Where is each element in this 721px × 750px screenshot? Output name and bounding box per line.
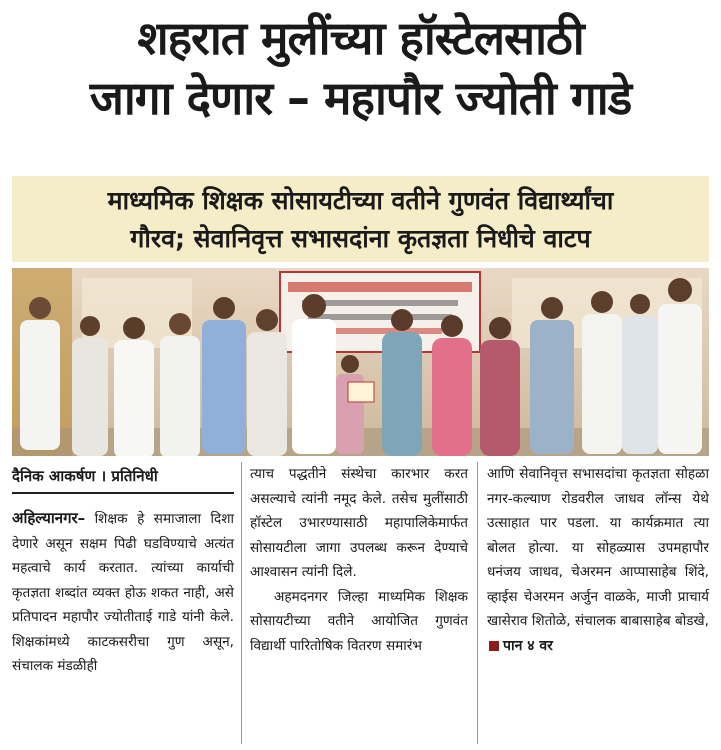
headline — [0, 8, 721, 128]
subheadline-box — [12, 176, 709, 262]
headline-line-2: जागा देणार – महापौर ज्योती गाडे — [89, 71, 632, 125]
article-column-2 — [250, 462, 468, 658]
article-column-1 — [12, 462, 234, 679]
column-1-text: शिक्षक हे समाजाला दिशा देणारे असून सक्षम पिढी घडविण्याचे अत्यंत महत्वाचे कार्य करतात. त्यांच्या कार्याची कृतज्ञता शब्दांत व्यक्त होऊ शकत नाही, असे प्रतिपादन महापौर ज्योतीताई गाडे यांनी केले. शिक्षकांमध्ये काटकसरीचा गुण असून, संचालक मंडळीही — [12, 511, 234, 674]
continuation-link[interactable]: पान ४ वर — [503, 637, 553, 654]
dateline: अहिल्यानगर– — [12, 509, 86, 527]
article-column-3 — [487, 462, 709, 658]
column-3-text: आणि सेवानिवृत्त सभासदांचा कृतज्ञता सोहळा नगर-कल्याण रोडवरील जाधव लॉन्स येथे उत्साहात पार पडला. या कार्यक्रमात त्या बोलत होत्या. या सोहळ्यास उपमहापौर धनंजय जाधव, चेअरमन आप्पासाहेब शिंदे, व्हाईस चेअरमन अर्जुन वाळके, माजी प्राचार्य खासेराव शितोळे, संचालक बाबासाहेब बोडखे, — [487, 466, 709, 629]
byline: दैनिक आकर्षण । प्रतिनिधी — [12, 462, 234, 494]
column-2-paragraph-2: अहमदनगर जिल्हा माध्यमिक शिक्षक सोसायटीच्या वतीने आयोजित गुणवंत विद्यार्थी पारितोषिक वितरण समारंभ — [250, 588, 468, 654]
group-photo-illustration — [12, 268, 709, 456]
subheadline-line-2: गौरव; सेवानिवृत्त सभासदांना कृतज्ञता निधीचे वाटप — [130, 224, 591, 253]
headline-line-1: शहरात मुलींच्या हॉस्टेलसाठी — [137, 11, 584, 65]
subheadline-line-1: माध्यमिक शिक्षक सोसायटीच्या वतीने गुणवंत विद्यार्थ्यांचा — [107, 186, 614, 215]
column-divider — [477, 462, 478, 744]
column-divider — [241, 462, 242, 744]
continuation-marker-icon — [489, 641, 499, 651]
news-photo — [12, 268, 709, 456]
column-2-paragraph-1: त्याच पद्धतीने संस्थेचा कारभार करत असल्याचे त्यांनी नमूद केले. तसेच मुलींसाठी हॉस्टेल उभारण्यासाठी महापालिकेमार्फत सोसायटीला जागा उपलब्ध करून देण्याचे आश्वासन त्यांनी दिले. — [250, 466, 468, 580]
